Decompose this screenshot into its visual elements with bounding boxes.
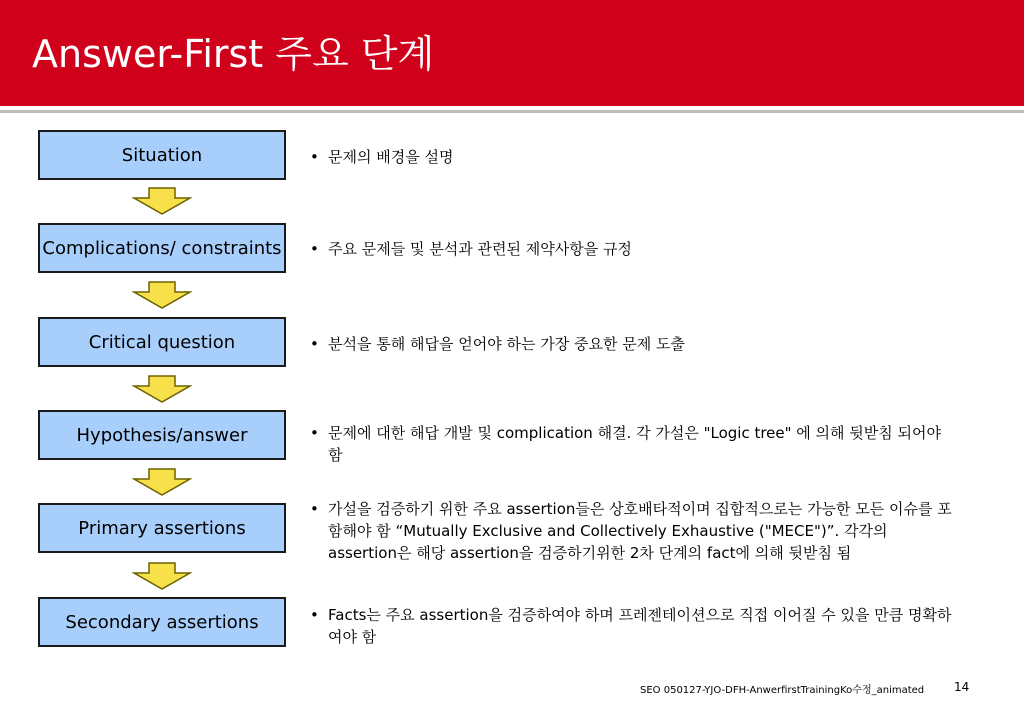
step-label: Secondary assertions <box>65 611 259 633</box>
down-arrow-icon <box>132 187 192 215</box>
title-bar <box>0 0 1024 106</box>
page-title: Answer-First 주요 단계 <box>32 32 435 76</box>
footer-text: SEO 050127-YJO-DFH-AnwerfirstTrainingKo수정_animated <box>640 685 925 696</box>
bullet-dot: • <box>310 500 319 518</box>
bullet-primary-assertions <box>310 498 960 564</box>
bullet-dot: • <box>310 606 319 624</box>
down-arrow-icon <box>132 281 192 309</box>
step-situation <box>38 130 286 180</box>
bullet-dot: • <box>310 335 319 353</box>
bullet-dot: • <box>310 424 319 442</box>
step-complications <box>38 223 286 273</box>
bullet-text: 가설을 검증하기 위한 주요 assertion들은 상호배타적이며 집합적으로는 가능한 모든 이슈를 포함해야 함 “Mutually Exclusive and Collectively Exhaustive ("MECE")”. 각각의 assertion은 해당 assertion을 검증하기위한 2차 단계의 fact에 의해 뒷받침 됨 <box>328 500 952 562</box>
down-arrow-icon <box>132 468 192 496</box>
bullet-text: Facts는 주요 assertion을 검증하여야 하며 프레젠테이션으로 직접 이어질 수 있을 만큼 명확하여야 함 <box>328 606 952 646</box>
bullet-situation <box>310 146 960 168</box>
bullet-dot: • <box>310 240 319 258</box>
bullet-critical-question <box>310 333 960 355</box>
bullet-secondary-assertions <box>310 604 960 648</box>
down-arrow-icon <box>132 562 192 590</box>
step-label: Situation <box>121 144 203 166</box>
step-label: Critical question <box>88 331 236 353</box>
page-number: 14 <box>954 680 970 694</box>
bullet-complications <box>310 238 960 260</box>
step-critical-question <box>38 317 286 367</box>
down-arrow-icon <box>132 375 192 403</box>
divider <box>0 110 1024 113</box>
bullet-dot: • <box>310 148 319 166</box>
bullet-text: 문제에 대한 해답 개발 및 complication 해결. 각 가설은 "Logic tree" 에 의해 뒷받침 되어야 함 <box>328 424 942 464</box>
bullet-text: 주요 문제들 및 분석과 관련된 제약사항을 규정 <box>328 240 632 258</box>
bullet-text: 문제의 배경을 설명 <box>328 148 454 166</box>
bullet-hypothesis <box>310 422 960 466</box>
step-label: Primary assertions <box>78 517 246 539</box>
step-secondary-assertions <box>38 597 286 647</box>
step-hypothesis <box>38 410 286 460</box>
step-primary-assertions <box>38 503 286 553</box>
bullet-text: 분석을 통해 해답을 얻어야 하는 가장 중요한 문제 도출 <box>328 335 685 353</box>
step-label: Complications/ constraints <box>42 237 282 259</box>
step-label: Hypothesis/answer <box>76 424 248 446</box>
